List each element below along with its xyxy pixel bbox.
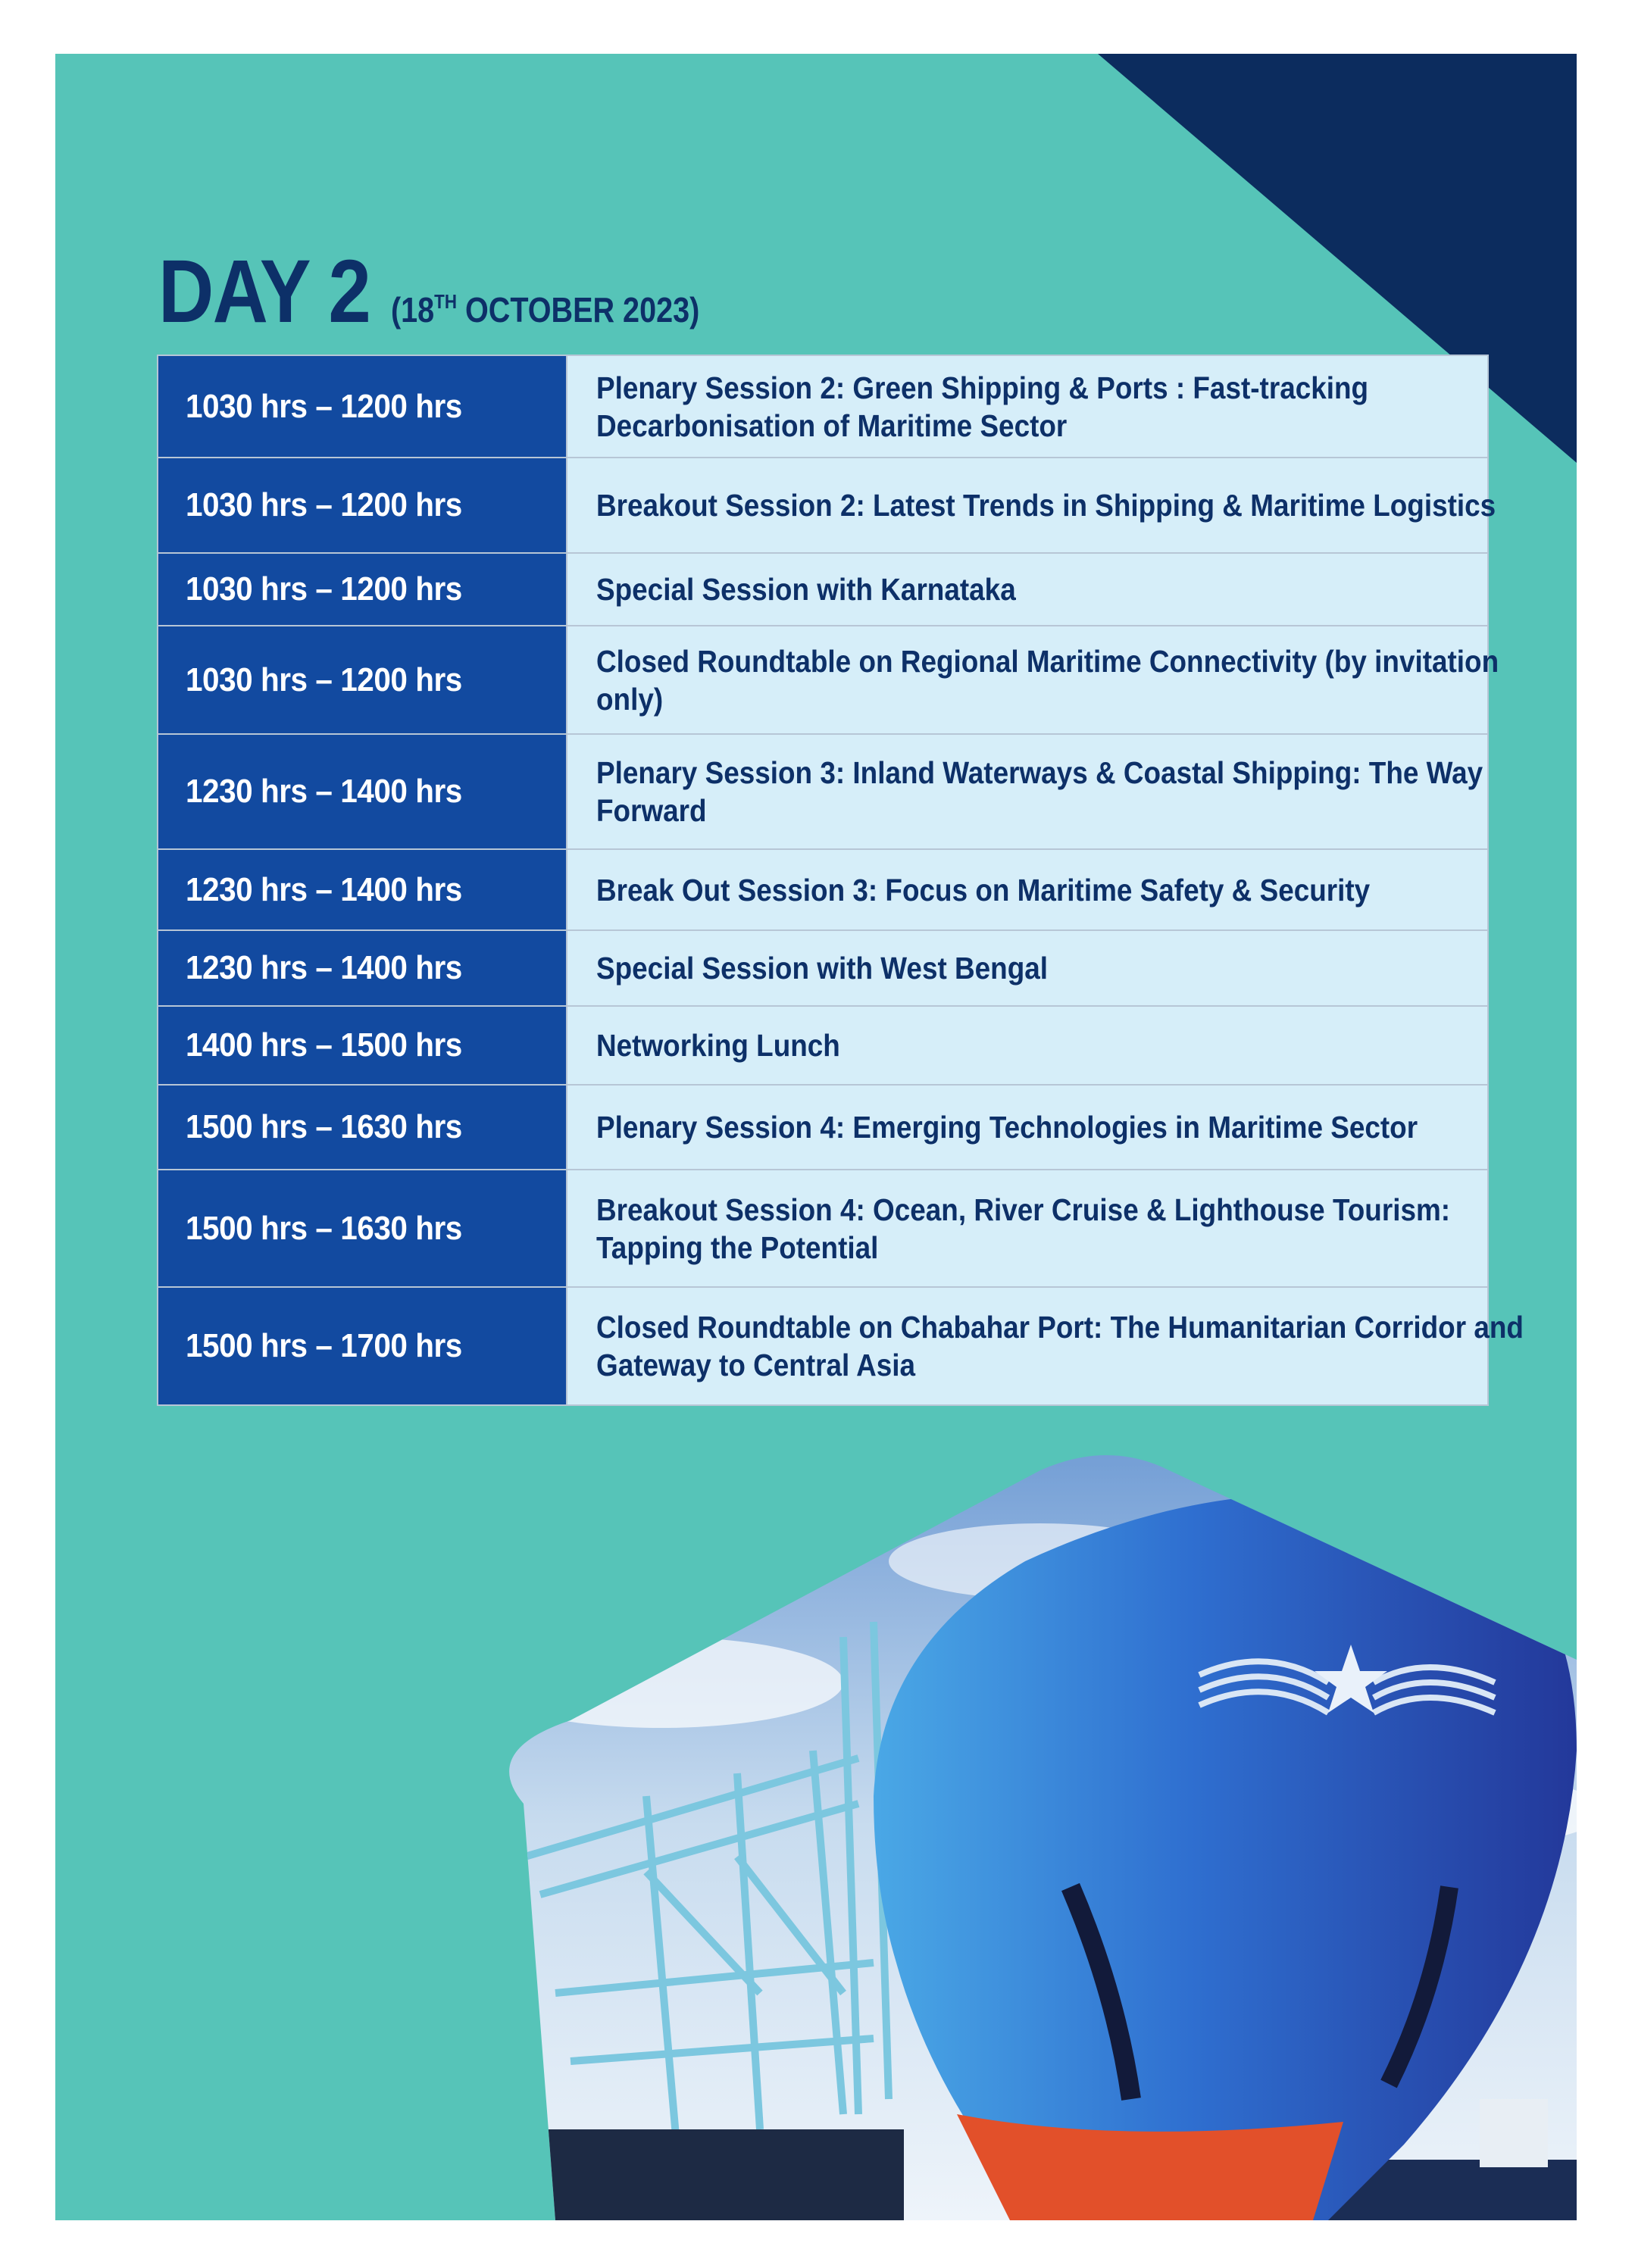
time-cell: 1230 hrs – 1400 hrs [158,734,567,849]
time-cell: 1030 hrs – 1200 hrs [158,355,567,458]
session-cell: Breakout Session 2: Latest Trends in Shipping & Maritime Logistics [567,458,1488,553]
time-cell: 1230 hrs – 1400 hrs [158,930,567,1006]
time-cell: 1030 hrs – 1200 hrs [158,458,567,553]
agenda-panel [55,54,1577,2220]
time-cell: 1400 hrs – 1500 hrs [158,1006,567,1085]
time-cell: 1230 hrs – 1400 hrs [158,849,567,930]
session-cell: Plenary Session 2: Green Shipping & Ports : Fast-tracking Decarbonisation of Maritime Sector [567,355,1488,458]
session-cell: Breakout Session 4: Ocean, River Cruise & Lighthouse Tourism: Tapping the Potential [567,1170,1488,1287]
time-cell: 1500 hrs – 1630 hrs [158,1085,567,1170]
session-cell: Networking Lunch [567,1006,1488,1085]
session-cell: Plenary Session 4: Emerging Technologies in Maritime Sector [567,1085,1488,1170]
time-cell: 1030 hrs – 1200 hrs [158,626,567,734]
ship-photo [55,54,1577,2220]
session-cell: Break Out Session 3: Focus on Maritime Safety & Security [567,849,1488,930]
session-cell: Special Session with Karnataka [567,553,1488,626]
session-cell: Closed Roundtable on Regional Maritime Connectivity (by invitation only) [567,626,1488,734]
time-cell: 1030 hrs – 1200 hrs [158,553,567,626]
session-cell: Special Session with West Bengal [567,930,1488,1006]
day-title: DAY 2 [158,242,370,342]
session-cell: Closed Roundtable on Chabahar Port: The Humanitarian Corridor and Gateway to Central Asia [567,1287,1488,1405]
session-cell: Plenary Session 3: Inland Waterways & Coastal Shipping: The Way Forward [567,734,1488,849]
day-date: (18TH OCTOBER 2023) [390,290,699,330]
time-cell: 1500 hrs – 1630 hrs [158,1170,567,1287]
time-cell: 1500 hrs – 1700 hrs [158,1287,567,1405]
